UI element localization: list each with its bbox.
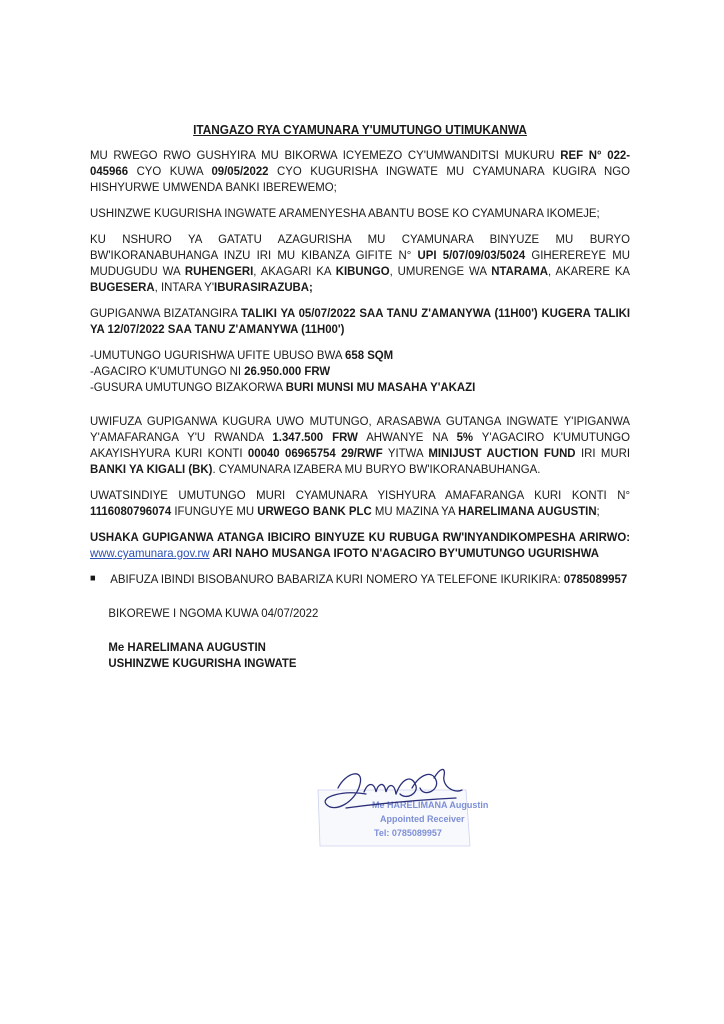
bank-name: BANKI YA KIGALI (BK)	[90, 462, 213, 476]
text: -UMUTUNGO UGURISHWA UFITE UBUSO BWA	[90, 348, 346, 362]
property-details	[90, 347, 630, 395]
property-size: 658 SQM	[345, 348, 394, 362]
detail-value	[90, 363, 630, 379]
text: CYO KUWA	[128, 164, 212, 178]
deposit-account: 00040 06965754 29/RWF	[247, 446, 383, 460]
text: GUPIGANWA BIZATANGIRA	[90, 306, 242, 320]
text: UWATSINDIYE UMUTUNGO MURI CYAMUNARA YISHYURA AMAFARANGA KURI KONTI N°	[90, 488, 631, 502]
signer-name: Me HARELIMANA AUGUSTIN	[108, 640, 266, 654]
text: , UMURENGE WA	[389, 264, 492, 278]
reference-number: REF N° 022-045966	[90, 148, 631, 178]
text: Y'AGACIRO K'UMUTUNGO AKAYISHYURA KURI KONTI	[90, 430, 631, 460]
issue-date-line: BIKOREWE I NGOMA KUWA 04/07/2022	[108, 606, 319, 620]
text: ARI NAHO MUSANGA IFOTO N'AGACIRO BY'UMUTUNGO UGURISHWA	[209, 546, 599, 560]
text: , AKAGARI KA	[253, 264, 336, 278]
stamp-line-3: Tel: 0785089957	[374, 828, 442, 838]
paragraph-deposit	[90, 413, 630, 477]
contact-bullet	[90, 571, 630, 587]
bidding-dates: TALIKI YA 05/07/2022 SAA TANU Z'AMANYWA (11H00') KUGERA TALIKI YA 12/07/2022 SAA TANU Z'AMANYWA (11H00')	[90, 306, 631, 336]
signer-role: USHINZWE KUGURISHA INGWATE	[108, 656, 297, 670]
deposit-amount: 1.347.500 FRW	[272, 430, 358, 444]
signature-stamp	[316, 764, 489, 846]
paragraph-property-location	[90, 231, 630, 295]
district-name: BUGESERA	[90, 280, 155, 294]
reference-date: 09/05/2022	[211, 164, 269, 178]
property-value: 26.950.000 FRW	[244, 364, 331, 378]
detail-visits	[90, 379, 630, 395]
text: AHWANYE NA	[357, 430, 457, 444]
text: IRI MURI	[575, 446, 631, 460]
province-name: IBURASIRAZUBA;	[214, 280, 313, 294]
detail-size	[90, 347, 630, 363]
upi-number: UPI 5/07/09/03/5024	[417, 248, 526, 262]
stamp-line-1: Me HARELIMANA Augustin	[372, 800, 489, 810]
text: , AKARERE KA	[548, 264, 631, 278]
website-link[interactable]: www.cyamunara.gov.rw	[90, 546, 210, 560]
phone-number: 0785089957	[563, 572, 628, 586]
deposit-percentage: 5%	[456, 430, 474, 444]
stamp-line-2: Appointed Receiver	[380, 814, 465, 824]
signer-block	[90, 639, 630, 671]
paragraph-website	[90, 529, 630, 561]
paragraph-reference	[90, 147, 630, 195]
text: KU NSHURO YA GATATU AZAGURISHA MU CYAMUNARA BINYUZE MU BURYO BW'IKORANABUHANGA INZU IRI MU KIBANZA GIFITE N°	[90, 232, 631, 262]
paragraph-bidding-period	[90, 305, 630, 337]
text: USHAKA GUPIGANWA ATANGA IBICIRO BINYUZE KU RUBUGA RW'INYANDIKOMPESHA ARIRWO:	[90, 530, 631, 544]
text: IFUNGUYE MU	[171, 504, 258, 518]
stamp-icon	[318, 790, 488, 846]
payment-bank: URWEGO BANK PLC	[257, 504, 372, 518]
text: -AGACIRO K'UMUTUNGO NI	[90, 364, 245, 378]
payment-account: 1116080796074	[90, 504, 172, 518]
cell-name: KIBUNGO	[335, 264, 390, 278]
text: ;	[596, 504, 600, 518]
bullet-icon: ■	[90, 573, 96, 584]
text: , INTARA Y'	[154, 280, 215, 294]
village-name: RUHENGERI	[184, 264, 254, 278]
notice-body	[90, 122, 630, 671]
text: GIHEREREYE MU MUDUGUDU WA	[90, 248, 631, 278]
sector-name: NTARAMA	[491, 264, 549, 278]
contact-text	[110, 571, 630, 587]
paragraph-announcement: USHINZWE KUGURISHA INGWATE ARAMENYESHA ABANTU BOSE KO CYAMUNARA IKOMEJE;	[90, 206, 600, 220]
visiting-hours: BURI MUNSI MU MASAHA Y'AKAZI	[285, 380, 476, 394]
text: . CYAMUNARA IZABERA MU BURYO BW'IKORANABUHANGA.	[212, 462, 541, 476]
text: MU MAZINA YA	[371, 504, 459, 518]
text: YITWA	[382, 446, 429, 460]
text: CYO KUGURISHA INGWATE MU CYAMUNARA KUGIRA NGO HISHYURWE UMWENDA BANKI IBEREWEMO;	[90, 164, 631, 194]
account-name: MINIJUST AUCTION FUND	[428, 446, 576, 460]
text: ABIFUZA IBINDI BISOBANURO BABARIZA KURI NOMERO YA TELEFONE IKURIKIRA:	[110, 572, 564, 586]
notice-title: ITANGAZO RYA CYAMUNARA Y'UMUTUNGO UTIMUKANWA	[193, 122, 527, 137]
paragraph-payment	[90, 487, 630, 519]
text: MU RWEGO RWO GUSHYIRA MU BIKORWA ICYEMEZO CY'UMWANDITSI MUKURU	[90, 148, 561, 162]
text: -GUSURA UMUTUNGO BIZAKORWA	[90, 380, 286, 394]
account-holder: HARELIMANA AUGUSTIN	[458, 504, 597, 518]
text: UWIFUZA GUPIGANWA KUGURA UWO MUTUNGO, ARASABWA GUTANGA INGWATE Y'IPIGANWA Y'AMAFARANGA Y'U RWANDA	[90, 414, 631, 444]
